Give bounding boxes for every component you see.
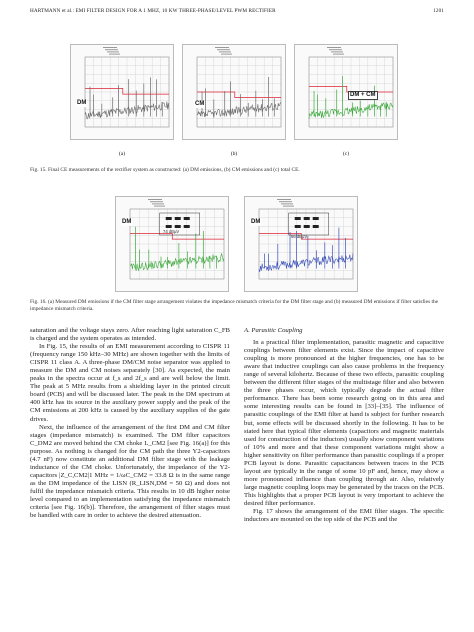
fig16-note-a: 74 dBμV bbox=[163, 229, 180, 234]
page-header bbox=[30, 8, 444, 17]
right-column bbox=[244, 327, 444, 524]
fig15-tag-c: DM + CM bbox=[350, 92, 376, 98]
fig15-plot-b bbox=[182, 44, 286, 140]
fig16-plot-b bbox=[244, 196, 358, 292]
running-title: HARTMANN et al.: EMI FILTER DESIGN FOR A 1 MHZ, 10 KW THREE-PHASE/LEVEL PWM RECTIFIER bbox=[30, 8, 276, 14]
page-number: 1201 bbox=[433, 8, 444, 14]
fig16-plot-a bbox=[115, 196, 229, 292]
fig15-plot-c bbox=[294, 44, 398, 140]
spectrum-plot bbox=[245, 197, 357, 291]
fig16-tag-a: DM bbox=[122, 219, 132, 225]
spectrum-plot bbox=[116, 197, 228, 291]
fig16-note-b: 66 dBμV bbox=[291, 234, 308, 239]
section-heading: A. Parasitic Coupling bbox=[244, 327, 303, 334]
fig15-plot-a bbox=[70, 44, 174, 140]
paragraph: In a practical filter implementation, parasitic magnetic and capacitive couplings between filter elements exist. Since the impact of capacitive coupling is more pronounced at the higher frequencies, one has to be aware that inductive couplings can also cause problems in the frequency range of several kilohertz. Because of these two effects, parasitic coupling between the different filter stages of the multistage filter and also between the three phases occur, which typically degrade the actual filter performance. There has been some research going on in this area and some interesting results can be found in [33]–[35]. The influence of parasitic couplings of the EMI filter at hand is subject for further research but, some effects will be discussed shortly in the following. It has to be stated here that typical filter elements (capacitors and magnetic materials used for construction of the inductors) usually show component variations of 10% and more and that these component variations might show a higher sensitivity on filter performance than parasitic couplings if a proper PCB layout is done. Parasitic capacitances between traces in the PCB layout are typically in the range of some 10 pF and, hence, may show a more pronounced influence than coupling through air. Also, relatively large magnetic coupling loops may be generated by the traces on the PCB. This highlights that a proper PCB layout is very important to achieve the desired filter performance. bbox=[244, 339, 444, 507]
spectrum-plot bbox=[71, 45, 173, 139]
fig15-sublabel-b: (b) bbox=[230, 151, 238, 157]
spectrum-plot bbox=[183, 45, 285, 139]
fig15-sublabel-a: (a) bbox=[118, 151, 126, 157]
fig15-sublabel-c: (c) bbox=[342, 151, 350, 157]
paragraph: Fig. 17 shows the arrangement of the EMI filter stages. The specific inductors are mounted on the top side of the PCB and the bbox=[244, 508, 444, 524]
left-column bbox=[30, 327, 230, 520]
paragraph: saturation and the voltage stays zero. After reaching light saturation C_FB is charged and the system operates as intended. bbox=[30, 327, 230, 343]
paragraph: Next, the influence of the arrangement of the first DM and CM filter stages (impedance mismatch) is examined. The DM filter capacitors C_DM2 are moved behind the CM choke L_CM2 [see Fig. 16(a)] for this purpose. As nothing is changed for the CM path the three Y2-capacitors (4.7 nF) now constitute an additional DM filter stage with the leakage inductance of the CM choke. Unfortunately, the impedance of the Y2-capacitors |Z_C,CM2|1 MHz = 1/ωC_CM2 = 33.8 Ω is in the same range as the DM impedance of the LISN (R_LISN,DM = 50 Ω) and does not fulfil the impedance mismatch criteria. This results in 10 dB higher noise level compared to an implementation satisfying the impedance mismatch criteria [see Fig. 16(b)]. Therefore, the arrangement of filter stages must be handled with care in order to achieve the desired attenuation. bbox=[30, 423, 230, 520]
fig15-caption: Fig. 15. Final CE measurements of the rectifier system as constructed: (a) DM emissions, (b) CM emissions and (c) total CE. bbox=[30, 167, 300, 173]
fig15-tag-b: CM bbox=[195, 101, 205, 107]
fig16-caption: Fig. 16. (a) Measured DM emissions if the CM filter stage arrangement violates the impedance mismatch criteria for the DM filter stage and (b) measured DM emissions if filter satisfies the impedance mismatch criteria. bbox=[30, 299, 439, 312]
filter-schematic bbox=[289, 213, 329, 235]
fig16-tag-b: DM bbox=[251, 219, 261, 225]
spectrum-plot bbox=[295, 45, 397, 139]
paragraph: In Fig. 15, the results of an EMI measurement according to CISPR 11 (frequency range 150 kHz–30 MHz) are shown together with the limits of CISPR 11 class A. A three-phase DM/CM noise separator was applied to measure the DM and CM noises separately [30]. As expected, the main peaks in the spectra occur at f_s and 2f_s and are well below the limit. The peak at 5 MHz results from a shielding layer in the printed circuit board (PCB) and will be discussed later. The peak in the DM spectrum at 400 kHz has its source in the auxiliary power supply and the peak of the CM emissions at 200 kHz is caused by the auxiliary supplies of the gate drives. bbox=[30, 343, 230, 423]
fig15-tag-a: DM bbox=[77, 100, 87, 106]
